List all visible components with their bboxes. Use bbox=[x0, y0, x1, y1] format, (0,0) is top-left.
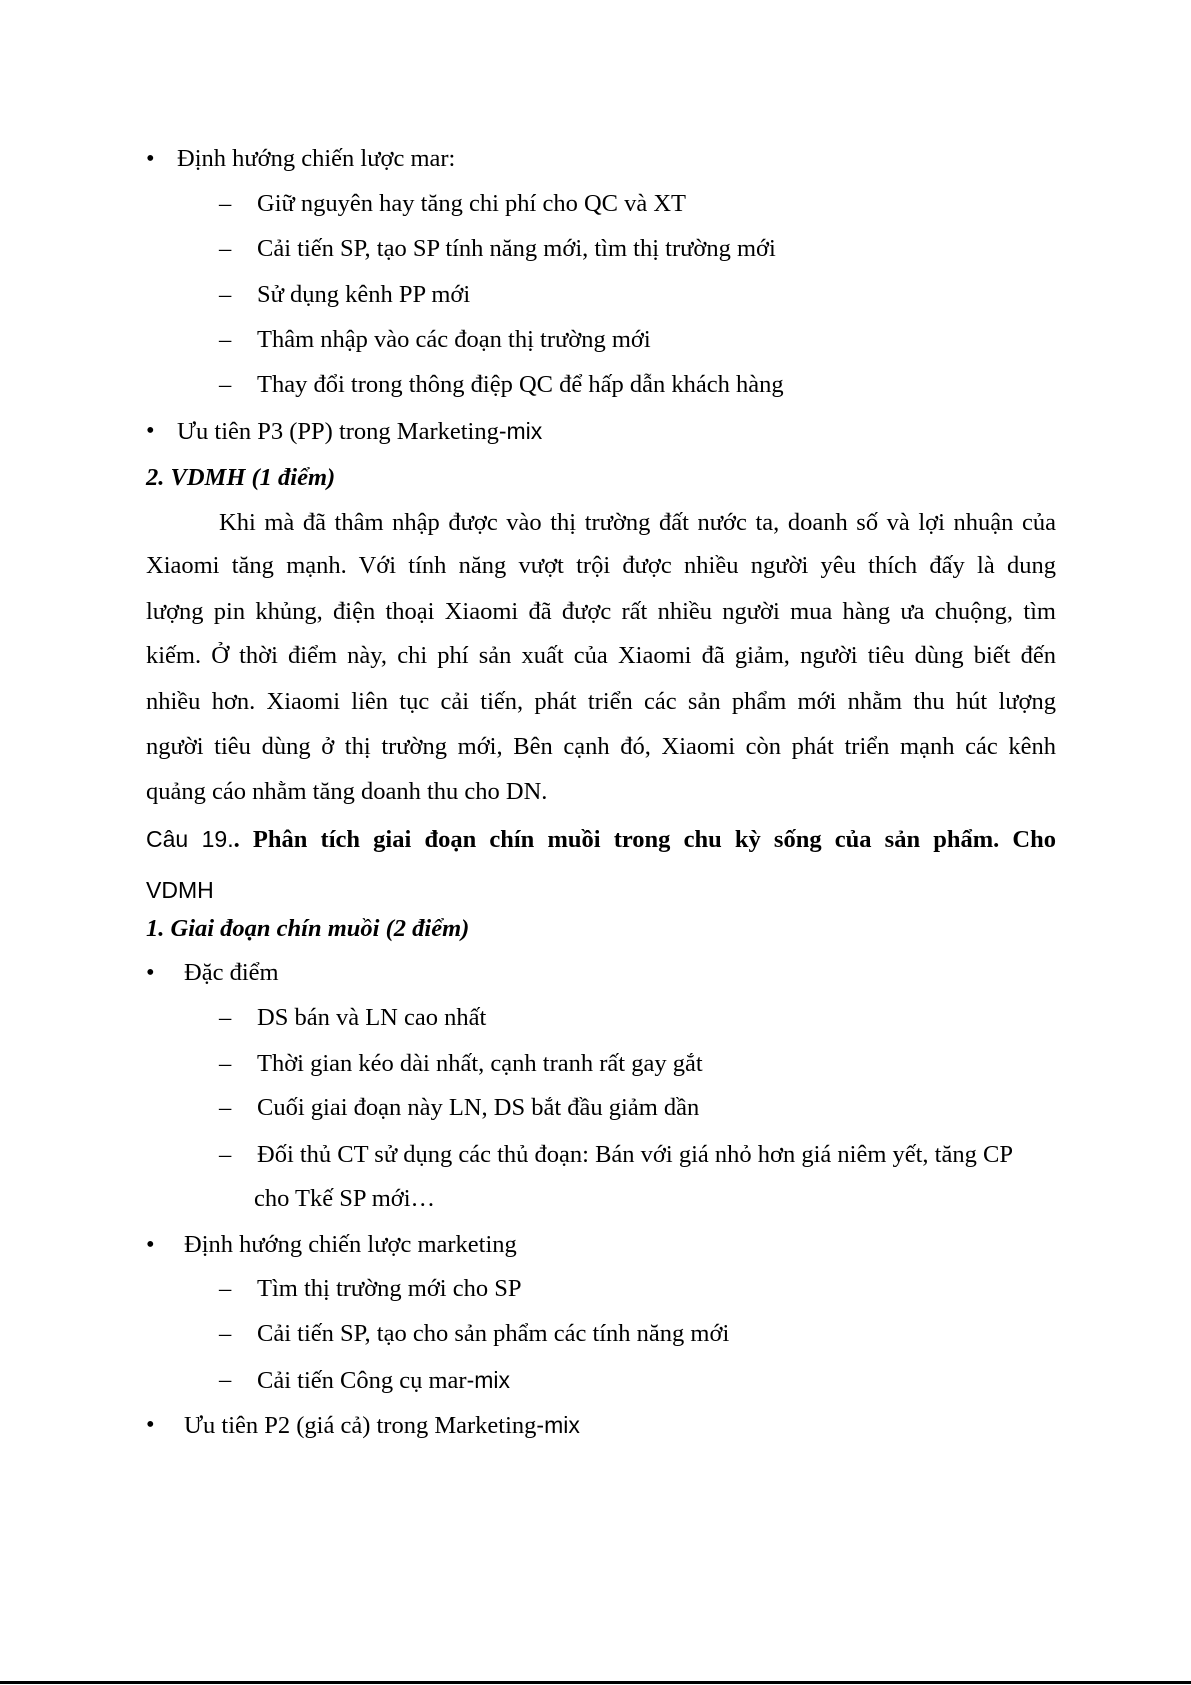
paragraph-line: nhiều hơn. Xiaomi liên tục cải tiến, phát triển các sản phẩm mới nhằm thu hút lượng bbox=[146, 688, 1056, 715]
bullet-priority-p3 bbox=[177, 416, 542, 447]
dash: – bbox=[219, 1275, 232, 1302]
paragraph-line: Khi mà đã thâm nhập được vào thị trường đất nước ta, doanh số và lợi nhuận của bbox=[219, 509, 1056, 536]
bullet: • bbox=[146, 1231, 155, 1258]
list-item-continuation: cho Tkế SP mới… bbox=[254, 1185, 436, 1212]
list-item: Cuối giai đoạn này LN, DS bắt đầu giảm dần bbox=[257, 1094, 700, 1121]
list-item: Thời gian kéo dài nhất, cạnh tranh rất gay gắt bbox=[257, 1050, 703, 1077]
paragraph-line: Xiaomi tăng mạnh. Với tính năng vượt trội được nhiều người yêu thích đấy là dung bbox=[146, 552, 1056, 579]
list-item: Cải tiến SP, tạo cho sản phẩm các tính năng mới bbox=[257, 1320, 730, 1347]
stage-heading: 1. Giai đoạn chín muồi (2 điểm) bbox=[146, 915, 470, 942]
list-item-text: Cải tiến Công cụ mar bbox=[257, 1367, 467, 1394]
bullet: • bbox=[146, 145, 155, 172]
bullet-priority-p2 bbox=[184, 1410, 580, 1441]
bullet-characteristics: Đặc điểm bbox=[184, 959, 279, 986]
question-title bbox=[146, 824, 1056, 855]
bullet: • bbox=[146, 417, 155, 444]
dash: – bbox=[219, 1366, 232, 1393]
paragraph-line: lượng pin khủng, điện thoại Xiaomi đã được rất nhiều người mua hàng ưa chuộng, tìm bbox=[146, 598, 1056, 625]
vdmh-heading: 2. VDMH (1 điểm) bbox=[146, 464, 336, 491]
paragraph-line: người tiêu dùng ở thị trường mới, Bên cạnh đó, Xiaomi còn phát triển mạnh các kênh bbox=[146, 733, 1056, 760]
bullet: • bbox=[146, 959, 155, 986]
dash: – bbox=[219, 326, 232, 353]
list-item: Sử dụng kênh PP mới bbox=[257, 281, 471, 308]
list-item: DS bán và LN cao nhất bbox=[257, 1004, 487, 1031]
question-title-text: . Phân tích giai đoạn chín muồi trong chu kỳ sống của sản phẩm. Cho bbox=[233, 826, 1057, 853]
list-item: Đối thủ CT sử dụng các thủ đoạn: Bán với giá nhỏ hơn giá niêm yết, tăng CP bbox=[257, 1141, 1013, 1168]
dash: – bbox=[219, 190, 232, 217]
dash: – bbox=[219, 235, 232, 262]
dash: – bbox=[219, 1050, 232, 1077]
list-item: Thay đổi trong thông điệp QC để hấp dẫn khách hàng bbox=[257, 371, 784, 398]
dash: – bbox=[219, 1094, 232, 1121]
dash: – bbox=[219, 281, 232, 308]
bullet-suffix: -mix bbox=[536, 1412, 580, 1438]
paragraph-line: quảng cáo nhằm tăng doanh thu cho DN. bbox=[146, 778, 548, 805]
bullet-text: Ưu tiên P3 (PP) trong Marketing bbox=[177, 418, 499, 445]
list-item: Giữ nguyên hay tăng chi phí cho QC và XT bbox=[257, 190, 687, 217]
list-item-suffix: -mix bbox=[466, 1367, 511, 1393]
list-item: Tìm thị trường mới cho SP bbox=[257, 1275, 522, 1302]
bullet-suffix: -mix bbox=[498, 418, 543, 444]
list-item: Thâm nhập vào các đoạn thị trường mới bbox=[257, 326, 651, 353]
dash: – bbox=[219, 1320, 232, 1347]
dash: – bbox=[219, 1141, 232, 1168]
bullet-marketing-strategy: Định hướng chiến lược marketing bbox=[184, 1231, 517, 1258]
bullet-text: Ưu tiên P2 (giá cả) trong Marketing bbox=[184, 1412, 537, 1439]
dash: – bbox=[219, 1004, 232, 1031]
question-prefix: Câu 19. bbox=[146, 826, 234, 852]
question-title-cont: VDMH bbox=[146, 877, 214, 903]
bullet: • bbox=[146, 1411, 155, 1438]
list-item: Cải tiến SP, tạo SP tính năng mới, tìm thị trường mới bbox=[257, 235, 776, 262]
paragraph-line: kiếm. Ở thời điểm này, chi phí sản xuất của Xiaomi đã giảm, người tiêu dùng biết đến bbox=[146, 642, 1056, 669]
bullet-strategy: Định hướng chiến lược mar: bbox=[177, 145, 456, 172]
page-bottom-rule bbox=[0, 1681, 1191, 1684]
dash: – bbox=[219, 371, 232, 398]
list-item bbox=[257, 1365, 510, 1396]
